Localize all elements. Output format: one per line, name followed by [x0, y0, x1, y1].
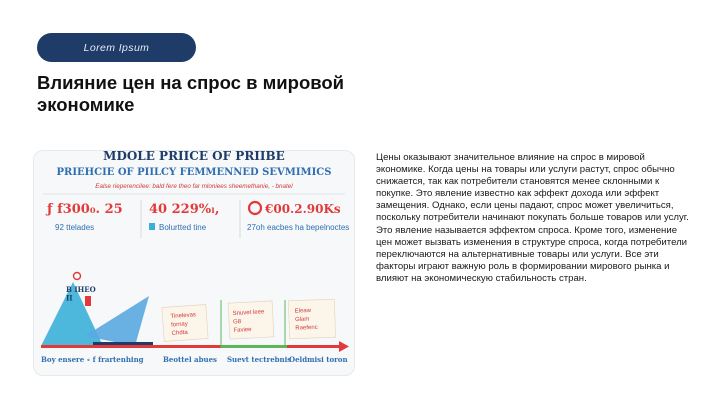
infographic-heading-1: MDOLE PRIICE OF PRIIBE — [103, 150, 285, 163]
timeline-label-1: Boy ensere ∘ f frartenhing — [41, 355, 144, 364]
timeline-bar-green — [221, 345, 287, 348]
section-tag-pill — [37, 33, 196, 62]
timeline-bar-red — [41, 345, 221, 348]
timeline-note-1: B IHEO II — [66, 285, 96, 303]
timeline-bar-navy — [93, 342, 153, 345]
infographic-image — [33, 150, 355, 376]
timeline-note-4: EleawGlamRaefenc — [294, 308, 318, 332]
timeline-label-3: Suevt tectrebnis — [227, 355, 292, 364]
legend-swatch-icon — [149, 223, 155, 230]
stat-label-3: 27oh eacbes ha bepelnoctes — [247, 223, 350, 232]
arrow-right-icon — [339, 341, 349, 352]
timeline-note-3: Snuvet leeeG8Faviee — [232, 309, 265, 334]
target-icon — [249, 202, 261, 214]
note-card-2 — [162, 305, 208, 342]
timeline-note-2: TinelevasfornayChdta — [170, 312, 197, 337]
timeline-label-2: Beottel abues — [163, 355, 217, 364]
infographic-subtitle: Ealse rieperencilee: bald fere theo far mloniees sheemethanie, - bnatel — [95, 183, 293, 190]
slide-title: Влияние цен на спрос в мировой экономике — [37, 72, 345, 115]
timeline-bar-red-end — [287, 345, 339, 348]
infographic-graphic — [33, 150, 355, 376]
pin-icon — [74, 273, 81, 280]
stat-label-1: 92 ttelades — [55, 223, 95, 232]
timeline-label-4: Oeldmisi toron — [289, 355, 348, 364]
infographic-heading-2: PRIEHCIE OF PIILCY FEMMENNED SEVMIMICS — [56, 167, 332, 178]
note-card-4 — [288, 299, 335, 339]
stat-value-3: €00.2.90Ks — [265, 202, 341, 216]
note-card-3 — [228, 301, 274, 339]
stat-value-2: 40 229%ₗ, — [149, 202, 220, 217]
marker-icon — [85, 296, 91, 306]
body-paragraph: Цены оказывают значительное влияние на спрос в мировой экономике. Когда цены на товары или услуги растут, спрос обычно снижается, так как потребители становятся менее склонными к покупке. Это явление известно как эффект дохода или эффект замещения. Однако, если цены падают, спрос может увеличиться, поскольку потребители начинают покупать больше товаров или услуг. Это явление называется эффектом спроса. Кроме того, изменение цен может вызвать изменения в структуре спроса, когда потребители переключаются на альтернативные товары или услуги. Все эти факторы играют важную роль в формировании мирового рынка и влияют на экономическую стабильность стран. — [376, 152, 689, 284]
stat-label-2: Bolurtted tine — [159, 223, 207, 232]
section-tag-label: Lorem Ipsum — [83, 41, 150, 54]
stat-value-1: ƒ f300₀. 25 — [47, 202, 123, 217]
